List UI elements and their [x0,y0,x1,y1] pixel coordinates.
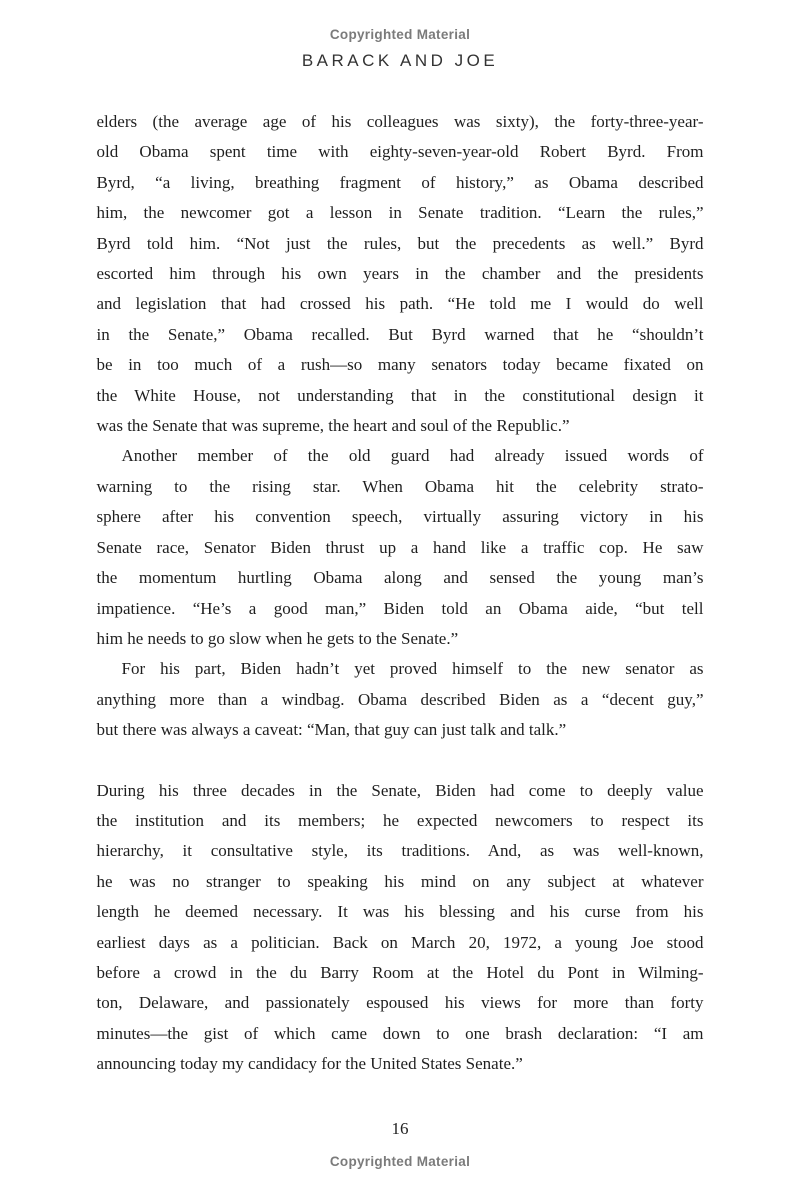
text-line: old Obama spent time with eighty-seven-year-old Robert Byrd. From [96,142,704,162]
running-head-book-title: BARACK AND JOE [301,51,499,70]
text-line: ton, Delaware, and passionately espoused his views for more than forty [96,993,704,1013]
text-line: the momentum hurtling Obama along and sensed the young man’s [96,568,704,588]
text-line: escorted him through his own years in the chamber and the presidents [96,264,704,284]
page-body [97,107,704,1080]
text-line: hierarchy, it consultative style, its traditions. And, as was well-known, [96,841,704,861]
text-line: Another member of the old guard had already issued words of [121,446,704,466]
text-line: impatience. “He’s a good man,” Biden told an Obama aide, “but tell [96,598,704,618]
paragraph [97,107,704,441]
text-line: announcing today my candidacy for the United States Senate.” [96,1054,523,1074]
text-line: Byrd told him. “Not just the rules, but the precedents as well.” Byrd [96,233,704,253]
text-line: Senate race, Senator Biden thrust up a hand like a traffic cop. He saw [96,537,704,557]
paragraph [97,654,704,745]
text-line: was the Senate that was supreme, the heart and soul of the Republic.” [96,416,570,436]
paragraph [97,441,704,654]
text-line: length he deemed necessary. It was his blessing and his curse from his [96,902,704,922]
text-line: warning to the rising star. When Obama hit the celebrity strato- [96,476,704,496]
text-line: sphere after his convention speech, virtually assuring victory in his [96,507,704,527]
text-line: before a crowd in the du Barry Room at the Hotel du Pont in Wilming- [96,962,704,982]
text-line: be in too much of a rush—so many senators today became fixated on [96,355,704,375]
text-line: and legislation that had crossed his path. “He told me I would do well [96,294,704,314]
copyright-notice-top: Copyrighted Material [329,27,471,42]
text-line: anything more than a windbag. Obama described Biden as a “decent guy,” [96,689,704,709]
text-line: During his three decades in the Senate, Biden had come to deeply value [96,780,704,800]
text-line: him, the newcomer got a lesson in Senate tradition. “Learn the rules,” [96,203,704,223]
text-line: For his part, Biden hadn’t yet proved himself to the new senator as [121,659,704,679]
text-line: the institution and its members; he expected newcomers to respect its [96,810,704,830]
text-line: in the Senate,” Obama recalled. But Byrd warned that he “shouldn’t [96,324,704,344]
text-line: Byrd, “a living, breathing fragment of history,” as Obama described [96,172,704,192]
paragraph [97,776,704,1080]
page-number: 16 [391,1119,409,1138]
text-line: he was no stranger to speaking his mind on any subject at whatever [96,871,704,891]
text-line: minutes—the gist of which came down to one brash declaration: “I am [96,1023,704,1043]
text-line: earliest days as a politician. Back on March 20, 1972, a young Joe stood [96,932,704,952]
copyright-notice-bottom: Copyrighted Material [329,1154,471,1169]
text-line: but there was always a caveat: “Man, that guy can just talk and talk.” [96,720,567,740]
text-line: the White House, not understanding that in the constitutional design it [96,385,704,405]
text-line: him he needs to go slow when he gets to the Senate.” [96,628,459,648]
text-line: elders (the average age of his colleagues was sixty), the forty-three-year- [96,112,704,131]
